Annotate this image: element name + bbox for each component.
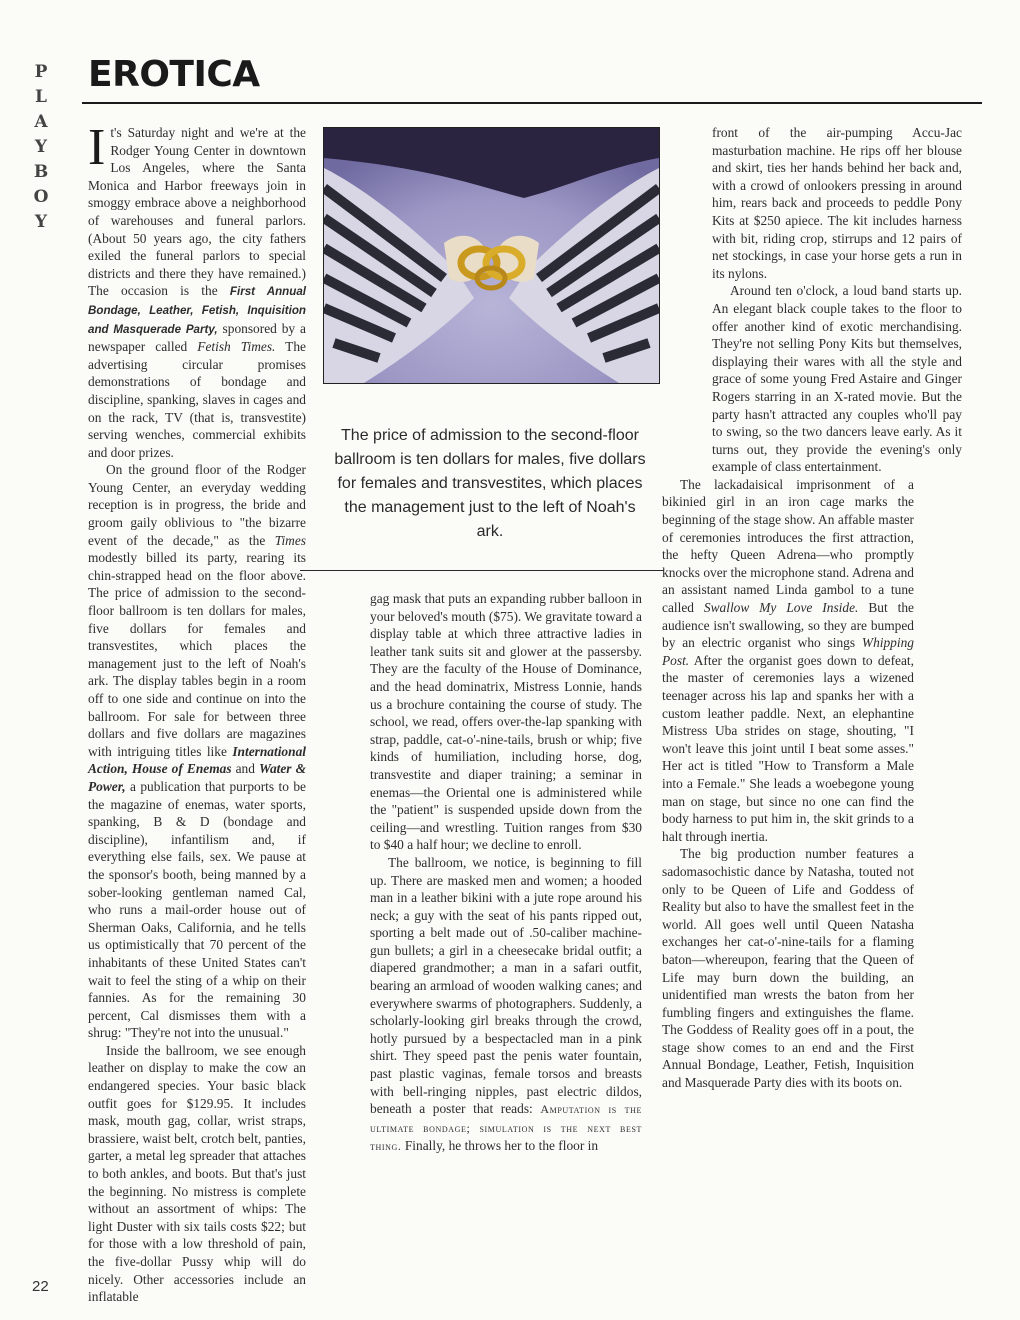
brand-letter: A (34, 112, 48, 132)
text-run: Finally, he throws her to the floor in (401, 1138, 599, 1154)
text-run: sponsored by a newspaper called (88, 320, 306, 355)
song-title: Whipping Post. (662, 635, 914, 668)
paragraph: front of the air-pumping Accu-Jac masturbation machine. He rips off her blouse and skirt, ties her hands behind her back and, with a crowd of onlookers pressing in around him, rears back and proceeds to peddle Pony Kits at $250 apiece. The kit includes harness with bit, riding crop, stirrups and 12 pairs of net stockings, in case your horse gets a run in its nylons. (712, 125, 962, 281)
brand-letter: O (33, 187, 49, 207)
text-run: and (231, 761, 260, 777)
section-title: EROTICA (88, 54, 260, 95)
brand-letter: Y (34, 137, 48, 157)
brand-vertical (30, 60, 52, 235)
brand-letter: L (35, 87, 47, 107)
page-number: 22 (32, 1278, 49, 1295)
text-run: modestly billed its party, rearing its chin-strapped head on the floor above. The price of admission to the second-floor ballroom is ten dollars for males, five dollars for females and transvestites, which places the management just to the left of Noah's ark. The display tables begin in a room off to one side and continue on into the ballroom. For sale for between three dollars and five dollars are magazines with intriguing titles like (88, 550, 306, 759)
column-3 (662, 124, 962, 1092)
illustration (323, 127, 660, 384)
paragraph (88, 119, 306, 461)
event-name: First Annual Bondage, Leather, Fetish, Inquisition and Masquerade Party, (88, 285, 306, 336)
paragraph: gag mask that puts an expanding rubber balloon in your beloved's mouth ($75). We gravitate toward a display table at which three attractive ladies in leather tank suits sit and glower at the passersby. They are the faculty of the House of Dominance, and the head dominatrix, Mistress Lonnie, hands us a brochure containing the course of study. The school, we read, offers over-the-lap spanking with strap, paddle, cat-o'-nine-tails, brush or whip; five kinds of humiliation, including horse, dog, transvestite and diaper training; a seminar in enemas—the Oriental one is administered while the "patient" is suspended upside down from the ceiling—and wrestling. Tuition ranges from $30 to $40 a half hour; we decline to enroll. (370, 591, 642, 853)
magazine-titles: International Action, House of Enemas (88, 743, 306, 777)
text-run: t's Saturday night and we're at the Rodger Young Center in downtown Los Angeles, where the Santa Monica and Harbor freeways join in smoggy embrace above a neighborhood of warehouses and funeral parlors. (About 50 years ago, the city fathers exiled the funeral parlors to special districts and there they have remained.) The occasion is the (88, 125, 306, 299)
text-run: But the audience isn't swallowing, so they are bumped by an electric organist who sings (662, 600, 914, 651)
illustration-caption: The price of admission to the second-floor ballroom is ten dollars for males, five dollars for females and transvestites, which places the management just to the left of Noah's ark. (334, 427, 646, 540)
paragraph: Inside the ballroom, we see enough leather on display to make the cow an endangered species. Your basic black outfit goes for $129.95. It includes mask, mouth gag, collar, wrist straps, brassiere, waist belt, crotch belt, panties, garter, a metal leg spreader that attaches to both ankles, and boots. But that's just the beginning. No mistress is complete without an assortment of whips: The light Duster with six tails costs $22; but for those with a low threshold of pain, the five-dollar Pussy whip will do nicely. Other accessories include an inflatable (88, 1042, 306, 1305)
paragraph (662, 476, 914, 845)
caption-rule (300, 570, 664, 571)
header-rule (82, 102, 982, 104)
brand-letter: P (34, 62, 48, 82)
brand-letter: Y (34, 212, 48, 232)
column-2 (370, 590, 642, 1156)
paragraph: The big production number features a sadomasochistic dance by Natasha, touted not only to be Queen of Life and Goddess of Reality but also to have the smallest feet in the world. All goes well until Queen Natasha exchanges her cat-o'-nine-tails for a flaming baton—whereupon, fearing that the Queen of Life may burn down the building, an unidentified man wrests the baton from her fumbling fingers and extinguishes the flame. The Goddess of Reality goes off in a pout, the stage show comes to an end and the First Annual Bondage, Leather, Fetish, Inquisition and Masquerade Party dies with its boots on. (662, 846, 914, 1091)
song-title: Swallow My Love Inside. (703, 600, 859, 616)
text-run: The ballroom, we notice, is beginning to fill up. There are masked men and women; a hooded man in a leather bikini with a jute rope around his neck; a guy with the seat of his pants ripped out, sporting a belt made out of .50-caliber machine-gun bullets; a girl in a cheesecake bridal outfit; a diapered grandmother; a man in a safari outfit, bearing an armload of wooden walking canes; and everywhere swarms of photographers. Suddenly, a scholarly-looking girl breaks through the crowd, hotly pursued by a bespectacled man in a pink shirt. They speed past the penis water fountain, past plastic vaginas, female torsos and breasts with bell-ringing nipples, past electric dildos, beneath a poster that reads: (370, 854, 642, 1117)
text-run: On the ground floor of the Rodger Young Center, an everyday wedding reception is in progress, the bride and groom gaily oblivious to "the bizarre event of the decade," as the (88, 462, 306, 548)
brand-letter: B (33, 162, 49, 182)
poster-text: Amputation is the ultimate bondage; simulation is the next best thing. (370, 1102, 642, 1154)
column-1 (88, 119, 307, 1306)
drop-cap: I (88, 119, 106, 176)
text-run: The advertising circular promises demonstrations of bondage and discipline, spanking, slaves in cages and on the rack, TV (that is, transvestite) serving wenches, commercial exhibits and door prizes. (88, 339, 306, 460)
text-run: After the organist goes down to defeat, the master of ceremonies lays a wizened teenager across his lap and spanks her with a custom leather paddle. Next, an elephantine Mistress Uba strides on stage, shouting, "I won't leave this joint until I beat some asses." Her act is titled "How to Transform a Male into a Female." She leads a woebegone young man on stage, but since no one can find the body harness to put him in, the skit grinds to a halt through inertia. (662, 652, 914, 844)
magazine-title: Water & Power, (88, 761, 307, 794)
text-run: a publication that purports to be the magazine of enemas, water sports, spanking, B & D (bondage and discipline), infantilism and, if everything else fails, sex. We pause at the sponsor's booth, being manned by a sober-looking gentleman named Cal, who runs a mail-order house out of Sherman Oaks, California, and he tells us optimistically that 70 percent of the inhabitants of these United States can't wait to feel the sting of a whip on their fannies. As for the remaining 30 percent, Cal dismisses them with a shrug: "They're not into the unusual." (88, 778, 306, 1041)
paragraph (88, 461, 306, 1042)
paragraph (370, 854, 642, 1156)
paragraph: Around ten o'clock, a loud band starts up. An elegant black couple takes to the floor to offer another kind of exotic merchandising. They're not selling Pony Kits but themselves, displaying their wares with all the style and grace of some young Fred Astaire and Ginger Rogers starring in an X-rated movie. But the party hasn't attracted any couples who'll pay to swing, so the two dancers leave early. As it turns out, they provide the evening's only example of class entertainment. (712, 283, 962, 475)
publication-name: Fetish Times. (197, 339, 276, 355)
hands-chain-link-icon (324, 128, 659, 383)
text-run: The lackadaisical imprisonment of a bikinied girl in an iron cage marks the beginning of the stage show. An affable master of ceremonies introduces the first attraction, the hefty Queen Adrena—who promptly knocks over the microphone stand. Adrena and an assistant named Linda gambol to a tune called (662, 476, 914, 616)
publication-name: Times (274, 532, 306, 548)
